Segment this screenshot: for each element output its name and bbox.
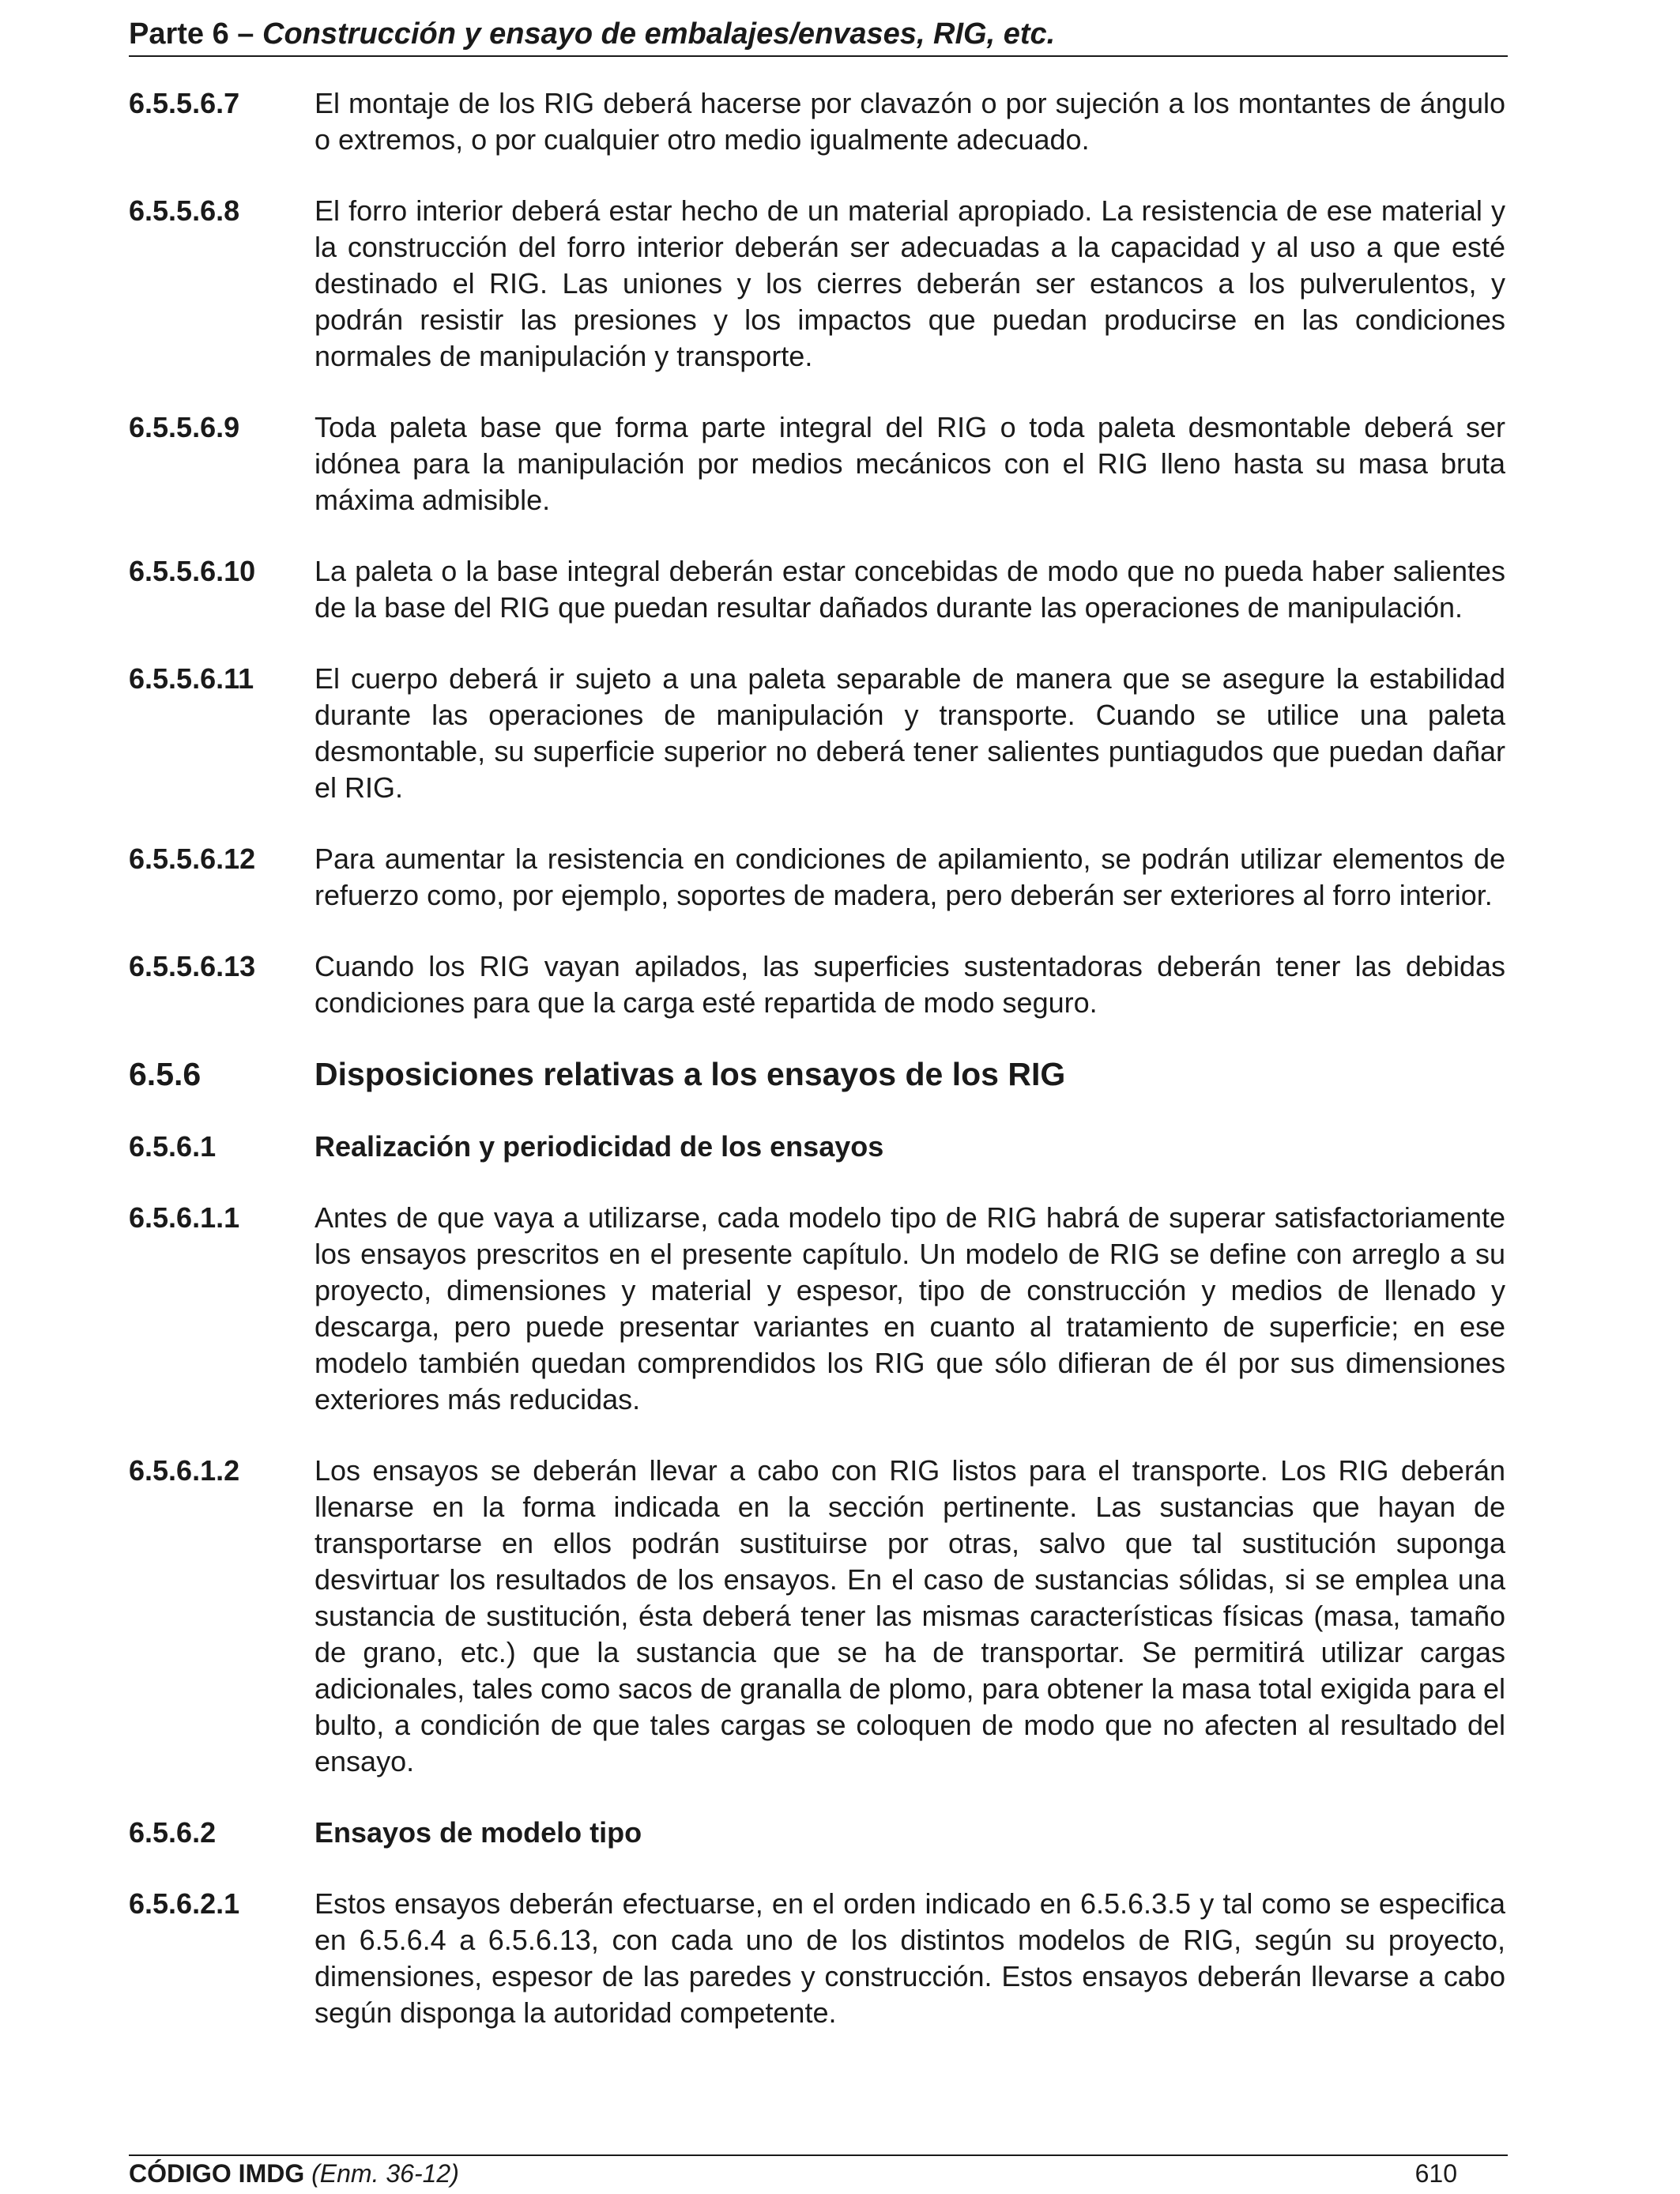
section-text: El cuerpo deberá ir sujeto a una paleta separable de manera que se asegure la estabilidad durante las operaciones de manipulación y transporte. Cuando se utilice una paleta desmontable, su superficie superior no deberá tener salientes puntiagudos que puedan dañar el RIG. (315, 662, 1505, 804)
section-text: Los ensayos se deberán llevar a cabo con RIG listos para el transporte. Los RIG deberán llenarse en la forma indicada en la sección pertinente. Las sustancias que hayan de transportarse en ellos podrán sustituirse por otras, salvo que tal sustitución suponga desvirtuar los resultados de los ensayos. En el caso de sustancias sólidas, si se emplea una sustancia de sustitución, ésta deberá tener las mismas características físicas (masa, tamaño de grano, etc.) que la sustancia que se ha de transportar. Se permitirá utilizar cargas adicionales, tales como sacos de granalla de plomo, para obtener la masa total exigida para el bulto, a condición de que tales cargas se coloquen de modo que no afecten al resultado del ensayo. (315, 1454, 1505, 1777)
header-part: Parte 6 – (129, 17, 254, 51)
section-6-5-5-6-8 (129, 193, 1505, 375)
subheading-number: 6.5.6.2 (129, 1816, 217, 1849)
section-text: El forro interior deberá estar hecho de un material apropiado. La resistencia de ese material y la construcción del forro interior deberán ser adecuadas a la capacidad y al uso a que esté destinado el RIG. Las uniones y los cierres deberán ser estancos a los pulverulentos, y podrán resistir las presiones y los impactos que puedan producirse en las condiciones normales de manipulación y transporte. (315, 194, 1505, 372)
section-6-5-5-6-11 (129, 661, 1505, 806)
section-text: Toda paleta base que forma parte integral del RIG o toda paleta desmontable deberá ser idónea para la manipulación por medios mecánicos con el RIG lleno hasta su masa bruta máxima admisible. (315, 411, 1505, 516)
section-number: 6.5.5.6.7 (129, 87, 240, 119)
section-text: Antes de que vaya a utilizarse, cada modelo tipo de RIG habrá de superar satisfactoriamente los ensayos prescritos en el presente capítulo. Un modelo de RIG se define con arreglo a su proyecto, dimensiones y material y espesor, tipo de construcción y medios de llenado y descarga, pero puede presentar variantes en cuanto al tratamiento de superficie; en ese modelo también quedan comprendidos los RIG que sólo difieran de él por sus dimensiones exteriores más reducidas. (315, 1201, 1505, 1416)
heading-6-5-6 (129, 1056, 1505, 1092)
section-6-5-6-1-2 (129, 1453, 1505, 1780)
section-number: 6.5.5.6.8 (129, 194, 240, 227)
section-text: Para aumentar la resistencia en condiciones de apilamiento, se podrán utilizar elementos de refuerzo como, por ejemplo, soportes de madera, pero deberán ser exteriores al forro interior. (315, 843, 1505, 911)
section-6-5-5-6-12 (129, 841, 1505, 914)
footer-amendment: (Enm. 36-12) (311, 2159, 459, 2188)
header-title: Construcción y ensayo de embalajes/envases, RIG, etc. (262, 17, 1056, 51)
subheading-text: Ensayos de modelo tipo (315, 1816, 642, 1849)
section-number: 6.5.5.6.9 (129, 411, 240, 443)
section-6-5-6-2-1 (129, 1886, 1505, 2031)
subheading-6-5-6-2 (129, 1815, 1505, 1851)
section-number: 6.5.6.2.1 (129, 1887, 240, 1920)
section-text: Cuando los RIG vayan apilados, las superficies sustentadoras deberán tener las debidas condiciones para que la carga esté repartida de modo seguro. (315, 950, 1505, 1019)
section-6-5-6-1-1 (129, 1200, 1505, 1418)
document-body (129, 85, 1505, 2066)
section-number: 6.5.5.6.11 (129, 662, 254, 695)
section-6-5-5-6-10 (129, 553, 1505, 626)
page-number: 610 (1414, 2159, 1457, 2188)
footer-code: CÓDIGO IMDG (129, 2159, 305, 2188)
section-number: 6.5.6.1.1 (129, 1201, 240, 1234)
section-text: Estos ensayos deberán efectuarse, en el orden indicado en 6.5.6.3.5 y tal como se especifica en 6.5.6.4 a 6.5.6.13, con cada uno de los distintos modelos de RIG, según su proyecto, dimensiones, espesor de las paredes y construcción. Estos ensayos deberán llevarse a cabo según disponga la autoridad competente. (315, 1887, 1505, 2029)
subheading-text: Realización y periodicidad de los ensayos (315, 1130, 884, 1163)
heading-text: Disposiciones relativas a los ensayos de los RIG (315, 1056, 1066, 1092)
section-number: 6.5.6.1.2 (129, 1454, 240, 1487)
subheading-number: 6.5.6.1 (129, 1130, 217, 1163)
section-6-5-5-6-13 (129, 948, 1505, 1021)
heading-number: 6.5.6 (129, 1056, 202, 1092)
page-footer (129, 2154, 1508, 2191)
subheading-6-5-6-1 (129, 1129, 1505, 1165)
page-header (129, 13, 1508, 57)
section-text: El montaje de los RIG deberá hacerse por clavazón o por sujeción a los montantes de ángulo o extremos, o por cualquier otro medio igualmente adecuado. (315, 87, 1505, 156)
section-number: 6.5.5.6.10 (129, 555, 256, 587)
section-number: 6.5.5.6.12 (129, 843, 256, 875)
section-text: La paleta o la base integral deberán estar concebidas de modo que no pueda haber salientes de la base del RIG que puedan resultar dañados durante las operaciones de manipulación. (315, 555, 1505, 624)
section-6-5-5-6-9 (129, 409, 1505, 518)
section-6-5-5-6-7 (129, 85, 1505, 158)
section-number: 6.5.5.6.13 (129, 950, 256, 982)
